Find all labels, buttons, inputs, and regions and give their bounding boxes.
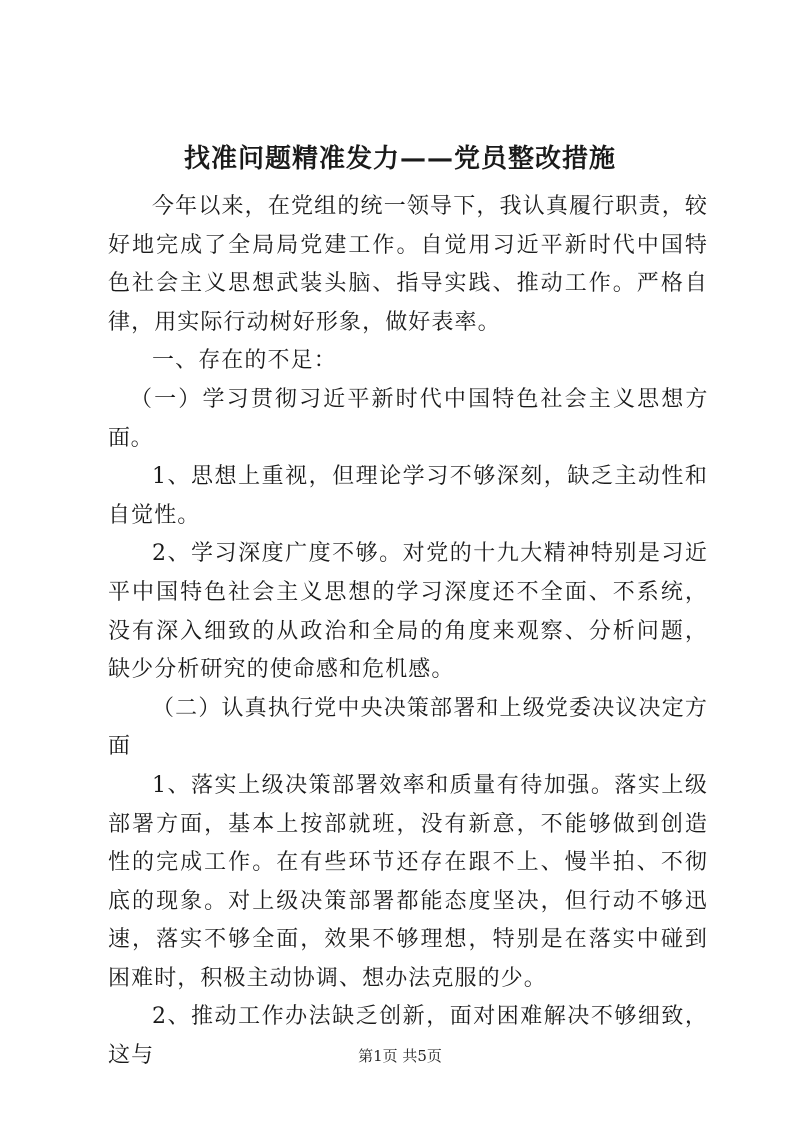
document-title: 找准问题精准发力——党员整改措施 <box>183 144 616 174</box>
document-body <box>108 188 708 1076</box>
subsection-heading: （二）认真执行党中央决策部署和上级党委决议决定方面 <box>108 695 708 760</box>
paragraph: 今年以来，在党组的统一领导下，我认真履行职责，较好地完成了全局局党建工作。自觉用习近平新时代中国特色社会主义思想武装头脑、指导实践、推动工作。严格自律，用实际行动树好形象，做好表率。 <box>108 194 708 335</box>
paragraph: 2、推动工作办法缺乏创新，面对困难解决不够细致，这与 <box>108 1004 708 1069</box>
paragraph: 1、落实上级决策部署效率和质量有待加强。落实上级部署方面，基本上按部就班，没有新意，不能够做到创造性的完成工作。在有些环节还存在跟不上、慢半拍、不彻底的现象。对上级决策部署都能态度坚决，但行动不够迅速，落实不够全面，效果不够理想，特别是在落实中碰到困难时，积极主动协调、想办法克服的少。 <box>108 772 708 991</box>
subsection-heading: （一）学习贯彻习近平新时代中国特色社会主义思想方面。 <box>108 386 708 451</box>
paragraph: 1、思想上重视，但理论学习不够深刻，缺乏主动性和自觉性。 <box>108 464 708 528</box>
section-heading: 一、存在的不足： <box>152 348 337 374</box>
page-footer: 第1页 共5页 <box>358 1047 442 1065</box>
paragraph: 2、学习深度广度不够。对党的十九大精神特别是习近平中国特色社会主义思想的学习深度还不全面、不系统，没有深入细致的从政治和全局的角度来观察、分析问题，缺少分析研究的使命感和危机感。 <box>108 541 708 683</box>
